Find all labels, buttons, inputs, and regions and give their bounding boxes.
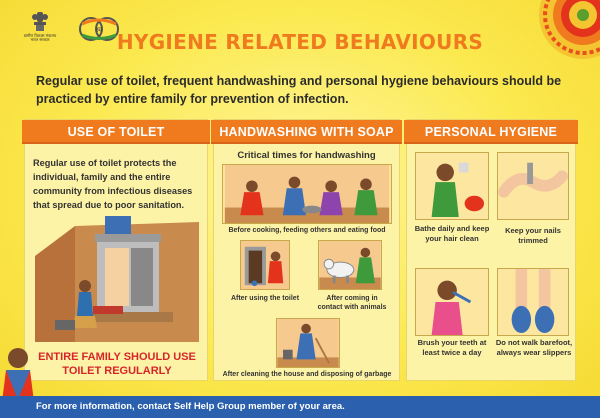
caption-after-toilet: After using the toilet <box>230 295 300 302</box>
intro-text: Regular use of toilet, frequent handwashing and personal hygiene behaviours should be practiced by entire family for prevention of infection. <box>36 74 562 106</box>
caption-slippers: Do not walk barefoot, always wear slippers <box>495 338 573 357</box>
page-title: HYGIENE RELATED BEHAVIOURS <box>116 30 484 54</box>
caption-cooking: Before cooking, feeding others and eating food <box>228 227 386 234</box>
teeth-illustration <box>415 268 489 336</box>
cleaning-illustration <box>276 318 340 368</box>
emblem-caption: ग्रामीण विकास मंत्रालय भारत सरकार <box>23 33 57 42</box>
slippers-illustration <box>497 268 569 336</box>
toilet-panel <box>24 119 208 381</box>
handwashing-subheading: Critical times for handwashing <box>237 150 376 161</box>
caption-nails: Keep your nails trimmed <box>505 226 561 245</box>
toilet-illustration <box>35 216 199 342</box>
after-toilet-illustration <box>240 240 290 290</box>
caption-animals: After coming in contact with animals <box>317 295 387 311</box>
caption-teeth: Brush your teeth at least twice a day <box>417 338 487 357</box>
animals-illustration <box>318 240 382 290</box>
toilet-panel-heading: USE OF TOILET <box>22 120 210 144</box>
svg-text:स्व: स्व <box>95 26 103 34</box>
toilet-panel-footer: ENTIRE FAMILY SHOULD USE TOILET REGULARLY <box>38 351 196 377</box>
footer-bar: For more information, contact Self Help Group member of your area. <box>0 396 600 418</box>
handwashing-panel <box>213 119 400 381</box>
toilet-panel-text: Regular use of toilet protects the individual, family and the entire community from infectious diseases that spread due to poor sanitation. <box>33 158 193 210</box>
bathe-illustration <box>415 152 489 220</box>
nails-illustration <box>497 152 569 220</box>
caption-cleaning: After cleaning the house and disposing of garbage <box>222 371 392 378</box>
hygiene-panel-heading: PERSONAL HYGIENE <box>404 120 578 144</box>
caption-bathe: Bathe daily and keep your hair clean <box>414 224 490 243</box>
handwashing-panel-heading: HANDWASHING WITH SOAP <box>211 120 402 144</box>
hygiene-panel <box>406 119 576 381</box>
cooking-illustration <box>222 164 392 224</box>
